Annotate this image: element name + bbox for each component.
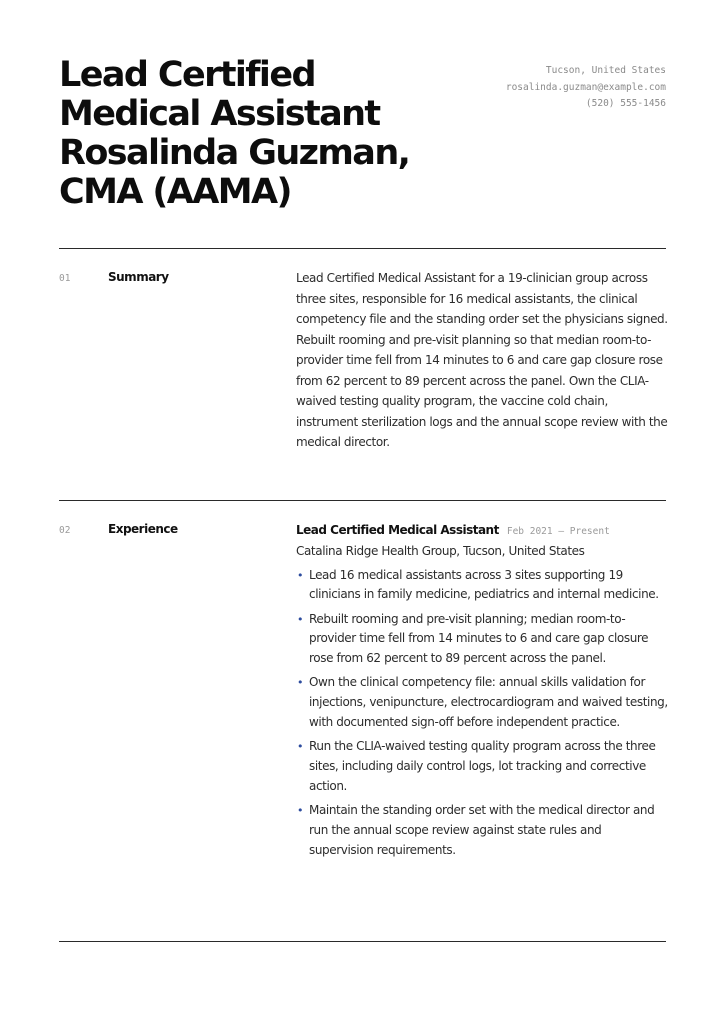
name-line: Lead Certified xyxy=(59,55,315,95)
name-line: Medical Assistant xyxy=(59,94,380,134)
bullet-text: Rebuilt rooming and pre-visit planning; median room-to-provider time fell from 14 minutes to 6 and care gap closure rose from 62 percent to 89 percent across the panel. xyxy=(309,611,649,666)
section-divider xyxy=(59,941,666,942)
bullet-text: Run the CLIA-waived testing quality program across the three sites, including daily control logs, lot tracking and corrective action. xyxy=(309,739,656,793)
list-item xyxy=(296,737,668,796)
bullet-dot-icon: • xyxy=(297,740,304,754)
bullet-text: Own the clinical competency file: annual skills validation for injections, venipuncture, electrocardiogram and waived testing, with documented sign-off before independent practice. xyxy=(309,675,668,730)
summary-body xyxy=(296,268,668,453)
list-item xyxy=(296,566,668,606)
contact-block xyxy=(506,63,666,113)
job-bullets xyxy=(296,566,668,861)
resume-header xyxy=(59,56,666,226)
bullet-dot-icon: • xyxy=(297,612,304,626)
section-divider xyxy=(59,248,666,249)
contact-email[interactable]: rosalinda.guzman@example.com xyxy=(505,81,666,93)
job-header xyxy=(296,520,668,542)
name-and-title xyxy=(59,56,479,212)
bullet-dot-icon: • xyxy=(297,676,304,690)
section-number: 01 xyxy=(59,273,71,284)
section-heading: Summary xyxy=(108,270,169,284)
job-dates: Feb 2021 — Present xyxy=(506,526,610,537)
name-line: CMA (AAMA) xyxy=(59,172,291,212)
contact-phone[interactable]: (520) 555-1456 xyxy=(585,98,666,109)
list-item xyxy=(296,610,668,669)
bullet-dot-icon: • xyxy=(297,568,304,582)
list-item xyxy=(296,801,668,860)
job-title: Lead Certified Medical Assistant xyxy=(296,523,499,537)
bullet-dot-icon: • xyxy=(297,804,304,818)
job-entry xyxy=(296,520,668,861)
name-line: Rosalinda Guzman, xyxy=(59,133,410,173)
summary-text: Lead Certified Medical Assistant for a 19-clinician group across three sites, responsible for 16 medical assistants, the clinical competency file and the standing order set the physicians signed. Rebuilt rooming and pre-visit planning so that median room-to-provider time fell from 14 minutes to 6 and care gap closure rose from 62 percent to 89 percent across the panel. Own the CLIA-waived testing quality program, the vaccine cold chain, instrument sterilization logs and the annual scope review with the medical director. xyxy=(296,271,668,449)
bullet-text: Maintain the standing order set with the medical director and run the annual scope review against state rules and supervision requirements. xyxy=(309,803,655,857)
list-item xyxy=(296,673,668,732)
section-number: 02 xyxy=(59,525,71,536)
contact-location: Tucson, United States xyxy=(545,65,666,76)
job-company: Catalina Ridge Health Group, Tucson, United States xyxy=(296,544,585,558)
bullet-text: Lead 16 medical assistants across 3 sites supporting 19 clinicians in family medicine, pediatrics and internal medicine. xyxy=(309,567,659,602)
section-divider xyxy=(59,500,666,501)
section-heading: Experience xyxy=(108,522,178,536)
